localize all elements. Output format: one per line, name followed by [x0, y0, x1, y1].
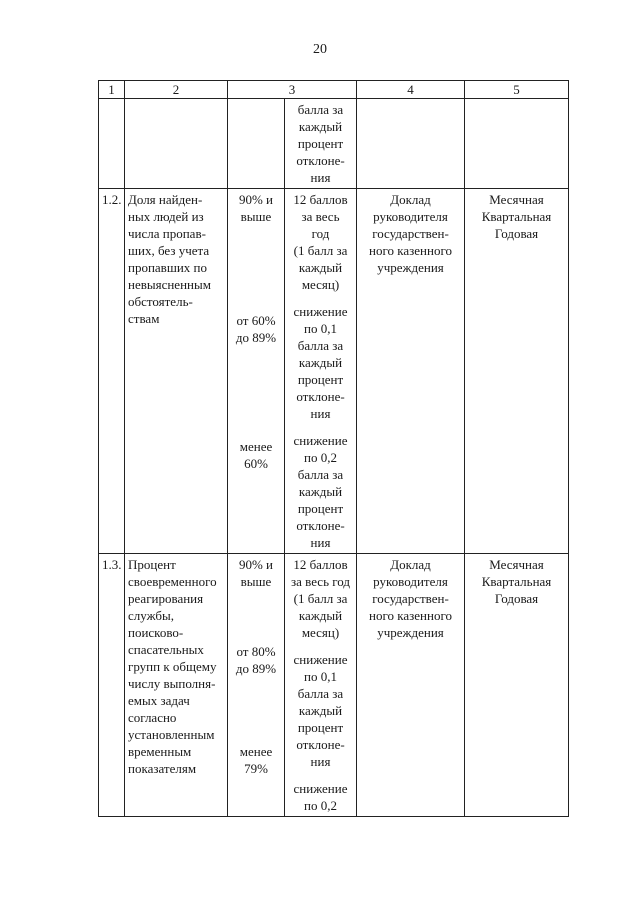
table-row — [99, 554, 569, 817]
threshold-high: 90% и выше — [238, 557, 274, 589]
points-low: снижение по 0,2 — [293, 781, 348, 813]
periodicity-text: Месячная Квартальная Годовая — [481, 557, 552, 606]
threshold-high: 90% и выше — [238, 192, 274, 224]
source-text: Доклад руководителя государствен- ного казенного учреждения — [369, 192, 452, 275]
table-row — [99, 189, 569, 554]
criteria-table — [98, 80, 569, 817]
periodicity-text: Месячная Квартальная Годовая — [481, 192, 552, 241]
points-high: 12 баллов за весь год (1 балл за каждый месяц) — [293, 192, 348, 292]
header-col-1: 1 — [99, 81, 125, 99]
indicator-text: Процент своевременного реагирования службы, поисково- спасательных групп к общему числу выполня- емых задач согласно установленным временным показателям — [128, 557, 217, 776]
source-text: Доклад руководителя государствен- ного казенного учреждения — [369, 557, 452, 640]
threshold-mid: от 60% до 89% — [235, 313, 277, 345]
page-number: 20 — [313, 42, 327, 57]
row-number: 1.3. — [102, 557, 122, 572]
threshold-low: менее 60% — [239, 439, 273, 471]
continuation-row — [99, 99, 569, 189]
header-col-3: 3 — [228, 81, 357, 99]
threshold-mid: от 80% до 89% — [235, 644, 277, 676]
continuation-text: балла за каждый процент отклоне- ния — [296, 102, 345, 185]
row-number: 1.2. — [102, 192, 122, 207]
header-col-5: 5 — [465, 81, 569, 99]
indicator-text: Доля найден- ных людей из числа пропав- ших, без учета пропавших по невыясненным обстоятель- ствам — [128, 192, 211, 326]
header-col-2: 2 — [125, 81, 228, 99]
points-mid: снижение по 0,1 балла за каждый процент отклоне- ния — [293, 304, 348, 421]
header-col-4: 4 — [357, 81, 465, 99]
points-low: снижение по 0,2 балла за каждый процент отклоне- ния — [293, 433, 348, 550]
threshold-low: менее 79% — [239, 744, 273, 776]
points-high: 12 баллов за весь год (1 балл за каждый месяц) — [290, 557, 350, 640]
header-row — [99, 81, 569, 99]
points-mid: снижение по 0,1 балла за каждый процент отклоне- ния — [293, 652, 348, 769]
